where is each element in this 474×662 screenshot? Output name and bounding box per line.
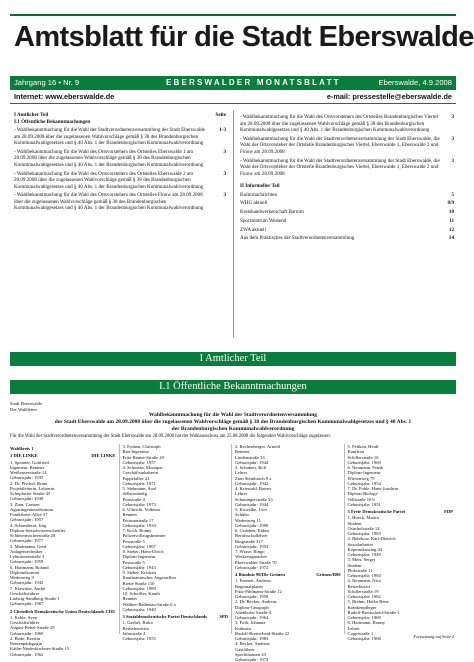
candidate-line: Bau-Ingenieur (122, 449, 150, 455)
candidate-line: Frankfurter Allee 57 (10, 512, 48, 517)
candidate-line: 4. Schostan, Monique (122, 465, 163, 470)
candidate-line: 5. Pelikan, Heidi (347, 444, 379, 449)
notice-title: Wahlbekanntmachung für die Wahl der Stadtverordnetenversammlung der Stadt Eberswalde am 28.09.2008 über die zugelassenen Wahlvorschläge gemäß § 38 des Brandenburgischen Kommunalwahlgesetzes und § 40 Abs. 1 der Brandenburgischen Kommunalwahlverordnung (54, 412, 412, 432)
party-heading (123, 614, 229, 619)
candidate-line: 4. Becker, Andreas (235, 641, 270, 647)
continued-note: Fortsetzung auf Seite 2 (413, 634, 454, 639)
candidate-line: Geburtsjahr: 1983 (347, 531, 381, 536)
candidate-line: Lindenstraße 33 (235, 454, 265, 460)
party-name: 2 Christlich Demokratische Union Deutschlands (10, 608, 105, 614)
candidate-line: Geburtsjahr: 1972 (235, 564, 269, 570)
toc-divider (233, 110, 234, 338)
candidate-line: Geburtsjahr: 1969 (347, 459, 381, 465)
toc-left-entry-page: 1-3 (219, 127, 226, 134)
candidate-line: Kopernikusring 44 (347, 546, 383, 552)
toc-info-entry-page: 12 (448, 226, 454, 233)
toc-left-entry-text: - Wahlbekanntmachung für die Wahl des Ortsvorstehers des Ortsteiles Finow am 28.09.2008 über die zugelassenen Wahlvorschläge gemäß § 38 des Brandenburgischen Kommunalwahlgesetzes und § 40 Abs. 1 der Brandenburgischen Kommunalwahlverordnung (14, 192, 204, 212)
toc-right-entry-text: - Wahlbekanntmachung für die Wahl des Ortsvorstehers des Ortsteiles Brandenburgisches Viertel am 28.09.2008 über die zugelassenen Wahlvorschläge gemäß § 38 des Brandenburgischen Kommunalwahlgesetzes und § 40 Abs. 1 der Brandenburgischen Kommunalwahlverordnung (240, 114, 438, 134)
toc-info-entry[interactable] (240, 227, 454, 234)
toc-left-entry-text: - Wahlbekanntmachung für die Wahl der Stadtverordnetenversammlung der Stadt Eberswalde am 28.09.2008 über die zugelassenen Wahlvorschläge gemäß § 38 des Brandenburgischen Kommunalwahlgesetzes und § 40 Abs. 1 der Brandenburgischen Kommunalwahlverordnung (14, 127, 205, 147)
candidate-line: Rentenpädagogin (10, 641, 43, 646)
toc-info-entry-text: ZWA aktuell (240, 226, 266, 233)
candidate-line: Geburtsjahr: 1943 (122, 564, 156, 570)
toc-info-entry-text: Sportzentrum Westend (240, 217, 287, 224)
candidate-line: 2. Bode, Kerstin (10, 635, 41, 641)
candidate-line: August-Bebel-Straße 29 (10, 625, 55, 631)
candidate-line: 1. Fennert, Andreas (235, 578, 271, 584)
party-name: 5 Freie Demokratische Partei (347, 509, 405, 514)
candidate-line: Geburtsjahr: 1935 (10, 475, 44, 481)
candidate-line: Anlagentechniker (10, 548, 43, 554)
candidate-line: 3. Foth, Johanna (235, 620, 266, 626)
candidate-line: 5. Markmann, Gerd (10, 543, 47, 549)
toc-info-entry[interactable] (240, 200, 454, 207)
candidate-line: Eberswalder Straße 70 (235, 559, 277, 565)
candidate-line: 4. Neumann, Nico (347, 578, 382, 584)
candidate-column (231, 444, 344, 662)
party-heading (10, 453, 116, 458)
toc-left-entry-page: 3 (223, 170, 226, 177)
candidate-line: Coppistraße 1 (347, 630, 374, 636)
candidate-line: Geburtsjahr: 1962 (10, 651, 44, 657)
candidate-line: 5. Brehm, Heiko Rene (347, 599, 389, 605)
toc-left-column (14, 112, 226, 212)
candidate-line: Geburtsjahr: 1982 (347, 594, 381, 599)
toc-left-entry[interactable] (14, 149, 226, 169)
toc-right-entry-page: 3 (451, 114, 454, 121)
candidate-line: 6. Hartmann, Roland (10, 564, 49, 570)
candidate-line: Schüler (235, 512, 250, 518)
toc-info-entry-page: 11 (449, 217, 454, 224)
candidate-line: Geburtsjahr: 1969 (10, 630, 44, 636)
candidate-line: Poststraße 4 (122, 496, 145, 502)
candidate-line: Diplom-Ingenieur (122, 554, 156, 560)
candidate-line: Geburtsjahr: 1944 (235, 459, 269, 465)
notice-intro: Für die Wahl der Stadtverordnetenversammlung der Stadt Eberswalde am 28.09.2008 hat der Wahlausschuss am 25.08.2008 die folgenden Wahlvorschläge zugelassen: (10, 434, 331, 439)
toc-right-items (240, 114, 454, 177)
candidate-line: 4. Schneiderat, Jörg (10, 522, 47, 528)
candidate-line: Rudolf-Breitscheid-Straße 22 (235, 630, 290, 636)
candidate-line: Kauffrau (347, 449, 364, 455)
paper-subtitle: EBERSWALDER MONATSBLATT (166, 77, 341, 87)
candidate-column (10, 444, 119, 657)
candidate-line: Geburtsjahr: 1955 (122, 636, 156, 641)
toc-left-entry-page: 3 (223, 148, 226, 155)
candidate-line: Schöpfurter Straße 45 (10, 491, 51, 496)
toc-left-entry[interactable] (14, 192, 226, 212)
candidate-line: 6. Neumann, Frank (347, 465, 383, 470)
candidate-line: Pappelallee 22 (122, 475, 150, 481)
candidate-line: Geburtsjahr: 1942 (10, 580, 44, 586)
candidate-line: Rentner (122, 596, 138, 602)
candidate-line: Diplom-Ingenieur (347, 470, 381, 476)
candidate-line: Student (347, 562, 362, 568)
party-abbr: Grünen/B90 (316, 572, 341, 577)
candidate-line: 3. Zinn, Carsten (10, 501, 40, 507)
candidate-line: Regionalplaner (235, 583, 264, 589)
candidate-line: 7. Dr. Pohle, Hans-Joachim (347, 486, 399, 491)
toc-info-entry[interactable] (240, 209, 454, 216)
issuer-line: Stadt Eberswalde (10, 401, 43, 406)
candidate-line: 2. Behrkow, Karl-Dietrich (347, 536, 396, 542)
toc-info-entry-page: 5 (451, 191, 454, 198)
party-heading (348, 509, 454, 514)
masthead (10, 14, 474, 60)
candidate-line: 3. Schubert, Rolf (235, 465, 267, 470)
party-abbr: FDP (444, 509, 453, 514)
candidate-line: Tellstraße 10 b (347, 496, 375, 502)
toc-informal-header: II Informeller Teil (240, 183, 280, 190)
candidate-line: 6. Grabben, Eldast (235, 528, 270, 533)
candidate-line: 1. Hueck, Martin (347, 515, 379, 521)
candidate-line: 1. Gaebel, Birka (122, 620, 153, 626)
toc-left-entry-text: - Wahlbekanntmachung für die Wahl des Ortsvorstehers des Ortsteiles Eberswalde 2 am 28.09.2008 über die zugelassenen Wahlvorschläge gemäß § 38 des Brandenburgischen Kommunalwahlgesetzes und § 40 Abs. 1 der Brandenburgischen Kommunalwahlverordnung (14, 170, 204, 190)
candidate-line: Schleiermacherstraße 28 (10, 533, 56, 538)
toc-left-entry[interactable] (14, 127, 226, 147)
candidate-line: Fortunastraße 17 (122, 517, 154, 523)
candidate-line: Käthe-Niederkirchner-Straße 15 (10, 646, 70, 652)
candidate-line: Geburtsjahr: 1964 (235, 615, 269, 620)
candidate-line: 7. Koch, Ronny (122, 528, 152, 533)
party-name: 1 DIE LINKE (10, 453, 38, 459)
candidate-line: Rudolf-Breitscheid-Straße 1 (347, 609, 400, 615)
candidate-line: 4. Kriewald, Rainer (235, 486, 272, 491)
candidate-column (119, 444, 232, 641)
candidate-line: Agraringenieurökonom (10, 506, 54, 512)
party-name: 4 Bündnis 90/Die Grünen (235, 572, 285, 577)
candidate-line: Wedenweg 11 (235, 517, 261, 523)
party-heading (10, 609, 116, 614)
candidate-line: Poststraße 5 (122, 559, 145, 565)
candidate-line: Sozialarbeiter (347, 541, 374, 547)
candidate-line: Geburtsjahr: 1958 (235, 594, 269, 599)
candidate-line: Ostrthofstraße 14 (347, 525, 380, 531)
toc-right-column (240, 112, 454, 242)
candidate-line: 10. Scheffler, Knuth (122, 591, 160, 596)
candidate-line: 2. Rechenberger, Arnold (235, 444, 280, 449)
candidate-line: Geburtsjahr: 1983 (122, 585, 156, 591)
candidate-line: Ringstraße 317 (235, 538, 263, 544)
toc-info-entry-page: 8/9 (447, 200, 454, 207)
candidate-line: Lehrer (235, 491, 248, 497)
toc-right-entry[interactable] (240, 158, 454, 178)
candidate-line: Kaufmännischer Angestellter (122, 575, 177, 581)
candidate-line: Lehrer (347, 625, 360, 631)
candidate-line: Geburtsjahr: 1957 (122, 459, 156, 465)
candidate-line: 5. Siekmann, Axel (122, 486, 157, 491)
candidate-line: Geburtsjahr: 1957 (10, 517, 44, 523)
email-link[interactable]: e-mail: pressestelle@eberswalde.de (326, 92, 452, 101)
candidate-line: Spechthausen 43 (235, 651, 267, 657)
issuer (10, 401, 42, 412)
issuer-line: Der Wahlleiter (10, 406, 37, 412)
toc-right-entry-page: 3 (451, 157, 454, 164)
candidate-line: 3. Meis, Sergej (347, 557, 376, 563)
issue-date: Eberswalde, 4.9.2008 (378, 78, 452, 87)
toc-left-entry-page: 3 (223, 192, 226, 199)
candidate-line: Kubistin (235, 625, 251, 631)
candidate-line: Projektleiterin, Lehrerin (10, 485, 55, 491)
candidate-line: Berufsschullehrer (235, 533, 268, 539)
candidate-line: Geschäftsinhaberin (122, 470, 158, 476)
toc-info-entry[interactable] (240, 192, 454, 199)
candidate-line: Ludwig-Sandberg-Straße 1 (10, 596, 60, 601)
candidate-line: Rentner (122, 512, 138, 518)
candidate-line: Geburtsjahr: 1967 (122, 543, 156, 549)
candidate-line: Ingenieur, Rentner (10, 464, 45, 470)
toc-info-entry[interactable] (240, 235, 454, 242)
candidate-line: Wedenweg 9 (10, 575, 34, 580)
party-abbr: CDU (105, 608, 116, 614)
candidate-line: Altenhofer Straße 4 (235, 609, 272, 615)
candidate-line: Gastführer (235, 646, 255, 652)
candidate-line: Schillerstraße 16 (347, 454, 379, 460)
candidate-line: 5. Kowalke, Uwe (235, 507, 268, 512)
candidate-line: Geschäftsführer (10, 620, 40, 625)
candidate-line: Geburtsjahr: 1949 (10, 496, 44, 502)
candidate-line: Geburtsjahr: 1959 (10, 559, 44, 565)
toc-right-entry-page: 3 (451, 135, 454, 142)
candidate-line: Geburtsjahr: 1944 (235, 501, 269, 507)
candidate-line: Weißenseestraße 14 (10, 470, 47, 475)
candidate-line: Fritz-Reuter-Straße 20 (122, 454, 164, 460)
candidate-line: 9. Sieber, Kristian (122, 570, 156, 575)
newspaper-title: Amtsblatt für die Stadt Eberswalde (14, 21, 474, 53)
toc-info-entry[interactable] (240, 218, 454, 225)
candidate-line: 1. Sponner, Gottfried (10, 459, 49, 465)
toc-right-entry[interactable] (240, 114, 454, 134)
candidate-line: 7. Klawitter, André (10, 585, 46, 591)
candidate-line: Geburtsjahr: 1973 (122, 501, 156, 507)
candidate-line: Walther-Rathenau-Straße 6 a (122, 601, 176, 607)
candidate-line: Geburtsjahr: 1990 (235, 522, 269, 528)
constituency-heading: Wahlkreis 1 (10, 446, 34, 451)
candidate-line: Diplom-Geograph (235, 604, 269, 610)
toc-info-items (240, 192, 454, 242)
toc-info-entry-text: Aus dem Praktisches der Stadtverordnetenversammlung (240, 235, 355, 242)
candidate-line: Schoningerstraße 53 (235, 496, 273, 502)
candidate-line: 7. Wrase, Ringo (235, 549, 265, 554)
candidate-line: Lehnitzseestraße 3 (10, 554, 45, 559)
toc-info-entry-text: Kulturnachrichten (240, 191, 278, 198)
toc-subsection-header: I.1 Öffentliche Bekanntmachungen (14, 118, 91, 125)
candidate-line: Betriebswirt (347, 583, 371, 589)
candidate-line: Geburtsjahr: 1951 (347, 501, 381, 507)
candidate-line: Geburtsjahr: 1967 (10, 601, 44, 607)
toc-info-entry-text: Kreishandwerkerschaft Barnim (240, 209, 304, 216)
candidate-line: Geburtsjahr: 1954 (347, 480, 381, 486)
candidate-line: Geburtsjahr: 1968 (347, 636, 381, 641)
candidate-line: Geburtsjahr: 1969 (347, 615, 381, 620)
candidate-line: Geburtsjahr: 1971 (122, 480, 156, 486)
candidate-line: 2. Dr. Becker, Andreas (235, 599, 277, 605)
candidate-line: Zum Steinbruch 8 a (235, 475, 272, 481)
candidate-line: Wiesenweg 79 (347, 475, 375, 481)
toc-left-items (14, 127, 226, 212)
candidate-line: Lehrer (235, 470, 248, 476)
contact-line (10, 92, 456, 104)
candidate-line: 3. Eydam, Christoph (122, 444, 161, 449)
candidate-line: Geburtsjahr: 1983 (235, 636, 269, 641)
candidate-line: Betriebswirtin (122, 625, 149, 631)
candidate-line: Breite Straße 110 (122, 580, 155, 586)
candidate-line: 8. Sieber, Hans-Ulrich (122, 549, 164, 554)
candidate-line: Geburtsjahr: 1949 (347, 552, 381, 557)
candidate-line: Krankenpfleger (347, 604, 377, 610)
candidate-line: Fritz-Pihlmann-Straße 12 (235, 588, 282, 594)
candidate-line: Geburtsjahr: 1934 (122, 522, 156, 528)
toc-info-entry-page: 10 (448, 209, 454, 216)
candidate-line: Jahnstraße 4 (122, 630, 146, 636)
issue-number: Jahrgang 16 • Nr. 9 (14, 78, 80, 87)
section-bar-official: I Amtlicher Teil (10, 352, 456, 366)
candidate-line: Plokstraße 11 (347, 567, 373, 573)
candidate-line: Student (347, 520, 362, 526)
candidate-line: Geburtsjahr: 1954 (235, 543, 269, 549)
candidate-line: Diplom-Sozialwissenschaftler (10, 527, 66, 533)
candidate-line: Geburtsjahr: 1940 (122, 606, 156, 612)
candidate-line: Rentner (235, 449, 250, 455)
candidate-line: Diplomökonom (10, 569, 40, 575)
candidate-line: Schillerstraße 19 (347, 588, 379, 594)
candidate-line: Geburtsjahr: 1942 (235, 480, 269, 486)
party-heading (235, 572, 341, 577)
section-bar-notices: I.1 Öffentliche Bekanntmachungen (10, 380, 456, 394)
party-abbr: SPD (219, 614, 228, 619)
candidate-line: Geburtsjahr: 1984 (347, 573, 381, 578)
candidate-line: 6. Ulbricht, Volkmar (122, 507, 161, 512)
toc-section-header: I Amtlicher Teil Seite (14, 112, 226, 118)
candidate-line: Polizeivollzugsbeamter (122, 533, 166, 539)
candidate-line: 1. Kehle, Sven (10, 614, 38, 620)
party-abbr: DIE LINKE (91, 453, 116, 459)
website-link[interactable]: Internet: www.eberswalde.de (14, 92, 115, 101)
candidate-line: Werkzeugmacher (235, 554, 268, 560)
party-name: 3 Sozialdemokratische Partei Deutschlands (122, 614, 208, 619)
candidate-line: Geburtsjahr: 1977 (10, 538, 44, 544)
toc-info-entry-text: WHG aktuell (240, 200, 268, 207)
candidate-line: Diplom-Biologe (347, 491, 378, 497)
toc-left-entry[interactable] (14, 171, 226, 191)
toc-left-entry-text: - Wahlbekanntmachung für die Wahl des Ortsvorstehers des Ortsteiles Eberswalde 1 am 28.09.2008 über die zugelassenen Wahlvorschläge gemäß § 38 des Brandenburgischen Kommunalwahlgesetzes und § 40 Abs. 1 der Brandenburgischen Kommunalwahlverordnung (14, 148, 204, 168)
candidate-line: 2. Dr. Pischel, Bruni (10, 480, 48, 486)
candidate-line: Geschäftsführer (10, 590, 40, 596)
candidate-line: Geburtsjahr: 1974 (235, 657, 269, 662)
candidate-line: Poststraße 5 (122, 538, 145, 544)
toc-right-entry-text: - Wahlbekanntmachung für die Wahl der Stadtverordnetenversammlung der Stadt Eberswalde, die Wahl der Ortsvorsteher der Ortsteile Brandenburgisches Viertel, Eberswalde 1, Eberswalde 2 und Finow am 28.09.2008 (240, 135, 440, 155)
candidate-line: Selbstständig (122, 491, 148, 497)
toc-right-entry-text: - Wahlbekanntmachung für die Wahl der Stadtverordnetenversammlung der Stadt Eberswalde, die Wahl der Ortsvorsteher der Ortsteile Brandenburgisches Viertel, Eberswalde 1, Eberswalde 2 und Finow am 28.09.2008 (240, 157, 440, 177)
toc-right-entry[interactable] (240, 136, 454, 156)
toc-info-entry-page: 14 (448, 235, 454, 242)
issue-band (10, 76, 456, 90)
candidate-line: 6. Hartmann, Ronny (347, 620, 386, 626)
